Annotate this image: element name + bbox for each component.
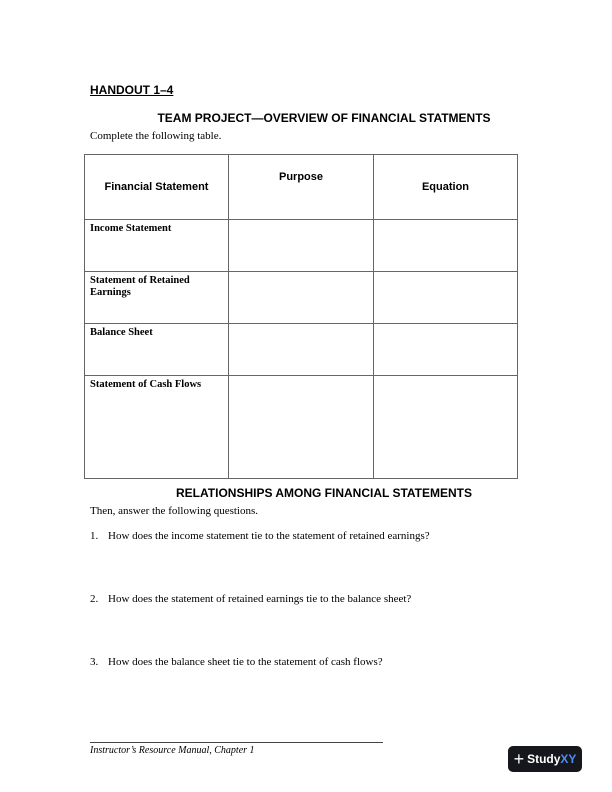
handout-label: HANDOUT 1–4 [90, 83, 174, 97]
question-item [90, 593, 411, 605]
row-label-income-statement: Income Statement [85, 220, 229, 272]
brand-accent-text: XY [560, 752, 577, 766]
row-label-balance-sheet: Balance Sheet [85, 324, 229, 376]
column-header-equation: Equation [374, 155, 518, 220]
purpose-cell[interactable] [229, 220, 374, 272]
question-text: How does the statement of retained earnings tie to the balance sheet? [108, 593, 412, 605]
purpose-cell[interactable] [229, 272, 374, 324]
studyxy-logo-badge[interactable] [508, 746, 582, 772]
instruction-text: Complete the following table. [90, 130, 222, 142]
question-text: How does the balance sheet tie to the statement of cash flows? [108, 656, 383, 668]
page-title: TEAM PROJECT—OVERVIEW OF FINANCIAL STATMENTS [157, 111, 491, 125]
table-row [85, 272, 518, 324]
purpose-cell[interactable] [229, 324, 374, 376]
question-number: 1. [90, 530, 99, 542]
question-number: 3. [90, 656, 99, 668]
column-header-purpose: Purpose [229, 155, 374, 220]
purpose-cell[interactable] [229, 376, 374, 479]
financial-statements-table [84, 154, 518, 479]
equation-cell[interactable] [374, 220, 518, 272]
equation-cell[interactable] [374, 324, 518, 376]
table-row [85, 376, 518, 479]
table-header-row [85, 155, 518, 220]
column-header-financial-statement: Financial Statement [85, 155, 229, 220]
footer-divider [90, 742, 383, 743]
equation-cell[interactable] [374, 376, 518, 479]
footer-text: Instructor’s Resource Manual, Chapter 1 [90, 745, 255, 756]
table-row [85, 220, 518, 272]
question-number: 2. [90, 593, 99, 605]
question-item [90, 530, 430, 542]
row-label-cash-flows: Statement of Cash Flows [85, 376, 229, 479]
section-title: RELATIONSHIPS AMONG FINANCIAL STATEMENTS [176, 486, 472, 500]
brand-wordmark [527, 752, 576, 766]
question-item [90, 656, 383, 668]
table-row [85, 324, 518, 376]
row-label-retained-earnings: Statement of Retained Earnings [85, 272, 229, 324]
brand-main-text: Study [527, 752, 561, 766]
question-text: How does the income statement tie to the statement of retained earnings? [108, 530, 430, 542]
plus-icon: + [513, 749, 525, 769]
equation-cell[interactable] [374, 272, 518, 324]
section-intro: Then, answer the following questions. [90, 505, 259, 517]
